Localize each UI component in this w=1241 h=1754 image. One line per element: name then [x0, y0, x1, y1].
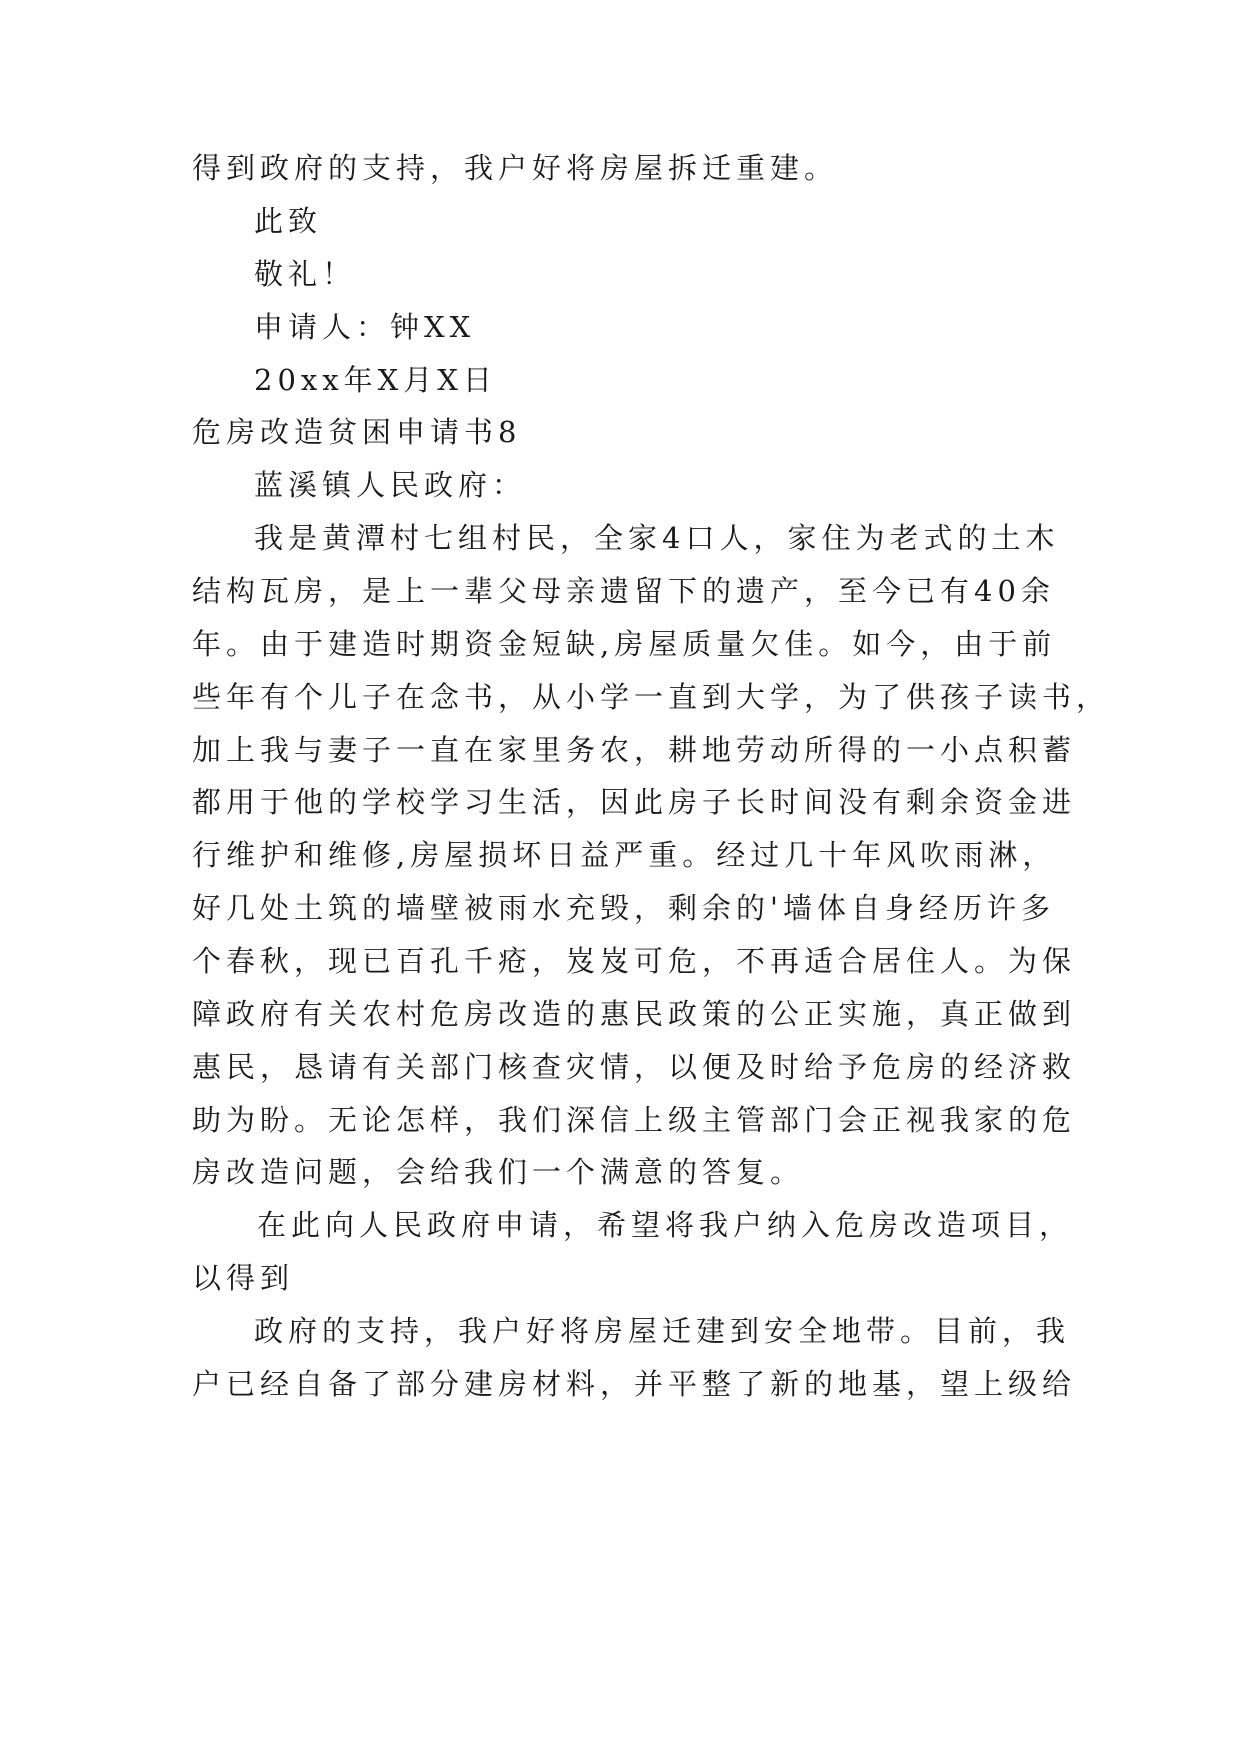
paragraph-line: 些年有个儿子在念书，从小学一直到大学，为了供孩子读书，	[192, 680, 1111, 714]
paragraph-line: 户已经自备了部分建房材料，并平整了新的地基，望上级给	[192, 1367, 1077, 1401]
paragraph-line: 助为盼。无论怎样，我们深信上级主管部门会正视我家的危	[192, 1103, 1077, 1137]
paragraph-line: 得到政府的支持，我户好将房屋拆迁重建。	[192, 151, 839, 185]
paragraph-line: 好几处土筑的墙壁被雨水充毁，剩余的'墙体自身经历许多	[192, 891, 1055, 925]
paragraph-line: 都用于他的学校学习生活，因此房子长时间没有剩余资金进	[192, 785, 1077, 819]
paragraph-line: 年。由于建造时期资金短缺,房屋质量欠佳。如今，由于前	[192, 627, 1057, 661]
paragraph-line: 加上我与妻子一直在家里务农，耕地劳动所得的一小点积蓄	[192, 733, 1077, 767]
paragraph-line: 以得到	[192, 1261, 295, 1295]
salutation-line: 敬礼！	[254, 257, 357, 291]
paragraph-line: 惠民，恳请有关部门核查灾情，以便及时给予危房的经济救	[192, 1050, 1077, 1084]
paragraph-line: 个春秋，现已百孔千疮，岌岌可危，不再适合居住人。为保	[192, 944, 1077, 978]
paragraph-line: 我是黄潭村七组村民，全家4口人，家住为老式的土木	[254, 521, 1060, 555]
paragraph-line: 在此向人民政府申请，希望将我户纳入危房改造项目，	[257, 1208, 1074, 1242]
salutation-line: 此致	[254, 204, 323, 238]
paragraph-line: 行维护和维修,房屋损坏日益严重。经过几十年风吹雨淋，	[192, 838, 1057, 872]
paragraph-line: 房改造问题，会给我们一个满意的答复。	[192, 1155, 805, 1189]
section-title: 危房改造贫困申请书8	[192, 415, 522, 449]
paragraph-line: 结构瓦房，是上一辈父母亲遗留下的遗产，至今已有40余	[192, 574, 1055, 608]
applicant-line: 申请人：钟XX	[254, 310, 476, 344]
addressee-line: 蓝溪镇人民政府：	[254, 468, 527, 502]
paragraph-line: 政府的支持，我户好将房屋迁建到安全地带。目前，我	[254, 1314, 1071, 1348]
paragraph-line: 障政府有关农村危房改造的惠民政策的公正实施，真正做到	[192, 997, 1077, 1031]
date-line: 20xx年X月X日	[254, 363, 497, 397]
